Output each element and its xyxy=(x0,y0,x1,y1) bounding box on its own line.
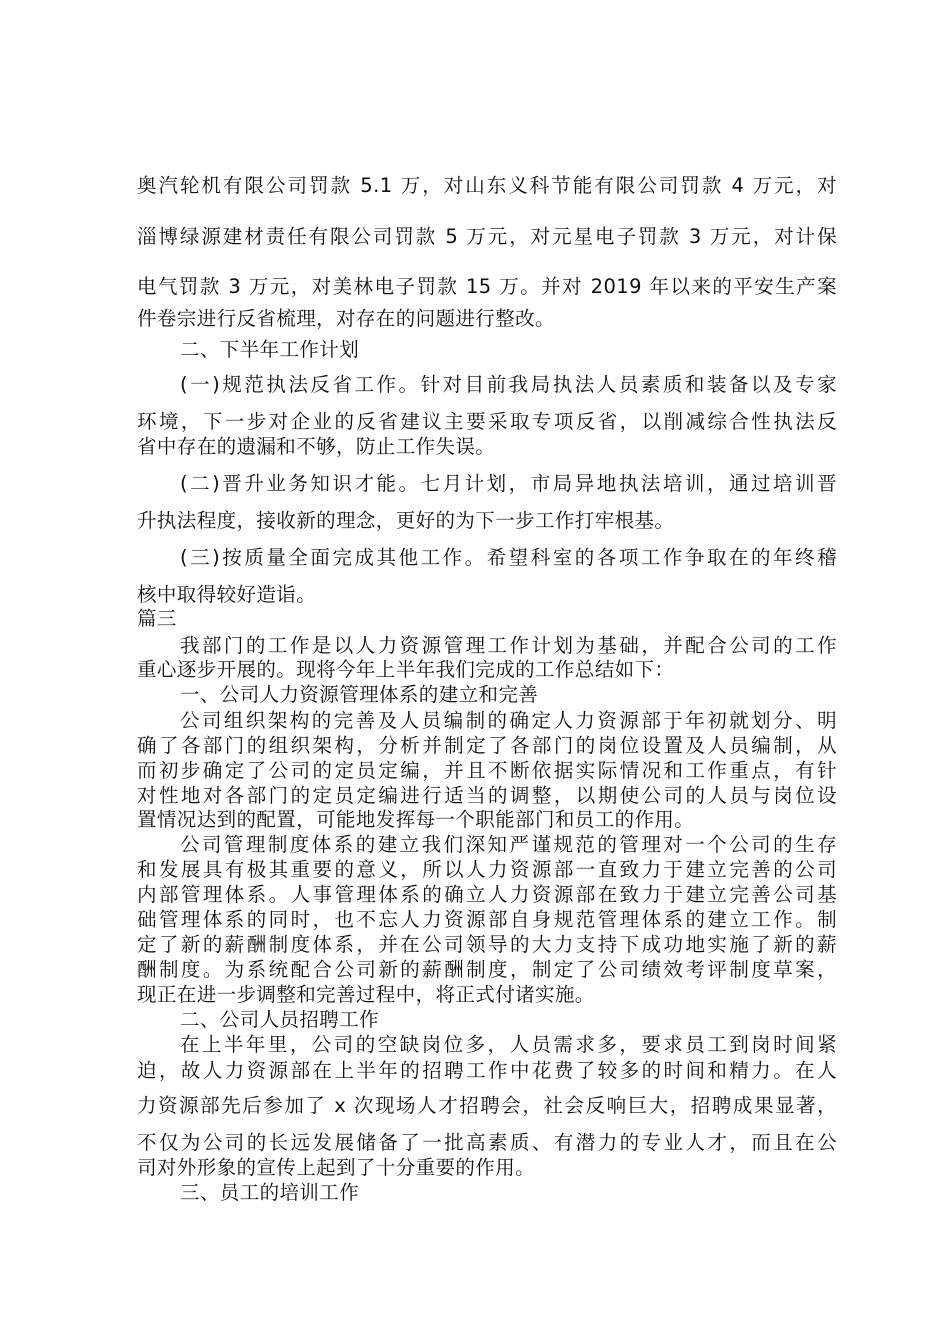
paragraph-line: 电气罚款 3 万元，对美林电子罚款 15 万。并对 2019 年以来的平安生产案 xyxy=(137,275,837,298)
paragraph-line: 内部管理体系。人事管理体系的确立人力资源部在致力于建立完善公司基 xyxy=(137,883,837,906)
paragraph-line: 在上半年里，公司的空缺岗位多，人员需求多，要求员工到岗时间紧 xyxy=(180,1033,837,1056)
paragraph-line: 和发展具有极其重要的意义，所以人力资源部一直致力于建立完善的公司 xyxy=(137,858,837,881)
paragraph-line: 对性地对各部门的定员定编进行适当的调整，以期使公司的人员与岗位设 xyxy=(137,784,837,807)
paragraph-line: (三)按质量全面完成其他工作。希望科室的各项工作争取在的年终稽 xyxy=(180,546,837,569)
paragraph-line: 我部门的工作是以人力资源管理工作计划为基础，并配合公司的工作 xyxy=(180,634,837,657)
paragraph-line: 升执法程度，接收新的理念，更好的为下一步工作打牢根基。 xyxy=(137,509,675,532)
paragraph-line: 重心逐步开展的。现将今年上半年我们完成的工作总结如下： xyxy=(137,658,675,681)
section-heading: 二、公司人员招聘工作 xyxy=(180,1008,380,1031)
paragraph-line: 现正在进一步调整和完善过程中，将正式付诸实施。 xyxy=(137,983,595,1006)
paragraph-line: 置情况达到的配置，可能地发挥每一个职能部门和员工的作用。 xyxy=(137,808,695,831)
section-heading: 三、员工的培训工作 xyxy=(180,1181,360,1204)
paragraph-line: 奥汽轮机有限公司罚款 5.1 万，对山东义科节能有限公司罚款 4 万元，对 xyxy=(137,174,837,197)
paragraph-line: 迫，故人力资源部在上半年的招聘工作中花费了较多的时间和精力。在人 xyxy=(137,1059,837,1082)
paragraph-line: 核中取得较好造诣。 xyxy=(137,583,317,606)
paragraph-line: 环境，下一步对企业的反省建议主要采取专项反省，以削减综合性执法反 xyxy=(137,410,837,433)
paragraph-line: 件卷宗进行反省梳理，对存在的问题进行整改。 xyxy=(137,307,555,330)
section-heading: 二、下半年工作计划 xyxy=(180,338,360,361)
paragraph-line: 定了新的薪酬制度体系，并在公司领导的大力支持下成功地实施了新的薪 xyxy=(137,933,837,956)
paragraph-line: 酬制度。为系统配合公司新的薪酬制度，制定了公司绩效考评制度草案， xyxy=(137,958,837,981)
paragraph-line: (一)规范执法反省工作。针对目前我局执法人员素质和装备以及专家 xyxy=(180,373,837,396)
paragraph-line: 力资源部先后参加了 x 次现场人才招聘会，社会反响巨大，招聘成果显著， xyxy=(137,1094,837,1117)
paragraph-line: 础管理体系的同时，也不忘人力资源部自身规范管理体系的建立工作。制 xyxy=(137,908,837,931)
paragraph-line: (二)晋升业务知识才能。七月计划，市局异地执法培训，通过培训晋 xyxy=(180,472,837,495)
section-title: 篇三 xyxy=(137,607,177,630)
paragraph-line: 不仅为公司的长远发展储备了一批高素质、有潜力的专业人才，而且在公 xyxy=(137,1131,837,1154)
paragraph-line: 淄博绿源建材责任有限公司罚款 5 万元，对元星电子罚款 3 万元，对计保 xyxy=(137,225,837,248)
paragraph-line: 确了各部门的组织架构，分析并制定了各部门的岗位设置及人员编制，从 xyxy=(137,734,837,757)
paragraph-line: 司对外形象的宣传上起到了十分重要的作用。 xyxy=(137,1156,536,1179)
paragraph-line: 而初步确定了公司的定员定编，并且不断依据实际情况和工作重点，有针 xyxy=(137,759,837,782)
paragraph-line: 公司管理制度体系的建立我们深知严谨规范的管理对一个公司的生存 xyxy=(180,833,837,856)
paragraph-line: 公司组织架构的完善及人员编制的确定人力资源部于年初就划分、明 xyxy=(180,709,837,732)
paragraph-line: 省中存在的遗漏和不够，防止工作失误。 xyxy=(137,435,496,458)
section-heading: 一、公司人力资源管理体系的建立和完善 xyxy=(180,683,539,706)
